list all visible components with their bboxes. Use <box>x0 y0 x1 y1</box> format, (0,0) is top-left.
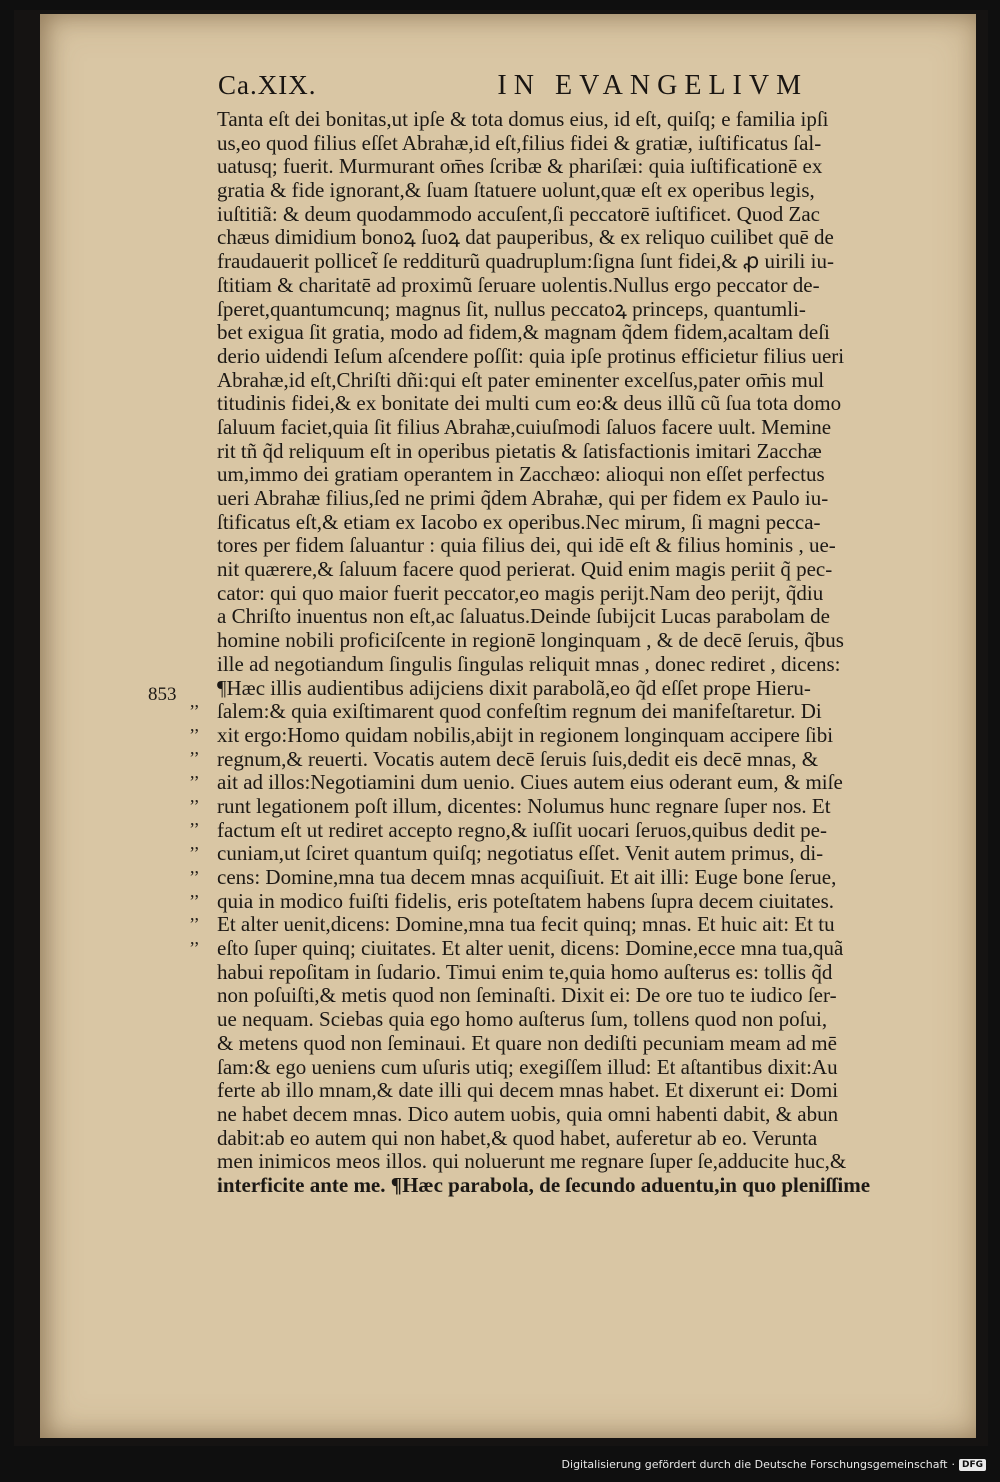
text-line: cator: qui quo maior fuerit peccator,eo magis perijt.Nam deo perijt, q̃diu <box>217 581 824 605</box>
text-line: ferte ab illo mnam,& date illi qui decem mnas habet. Et dixerunt ei: Domi <box>217 1079 839 1103</box>
text-line: Abrahæ,id eſt,Chriſti dñi:qui eſt pater eminenter excelſus,pater om̄is mul <box>217 368 825 392</box>
text-line: ue nequam. Sciebas quia ego homo auſterus ſum, tollens quod non poſui, <box>217 1008 828 1032</box>
quote-marks-column <box>190 690 214 951</box>
text-line: interficite ante me. ¶Hæc parabola, de ſecundo aduentu,in quo pleniſſime <box>217 1173 871 1197</box>
text-line: xit ergo:Homo quidam nobilis,abijt in regionem longinquam accipere ſibi <box>217 723 834 747</box>
text-line: homine nobili proficiſcente in regionē longinquam , & de decē ſeruis, q̃bus <box>217 629 844 653</box>
text-line: ſtificatus eſt,& etiam ex Iacobo ex operibus.Nec mirum, ſi magni pecca- <box>217 510 821 534</box>
chapter-heading: Ca.XIX. <box>218 70 317 100</box>
text-line: ſaluum faciet,quia ſit filius Abrahæ,cuiuſmodi ſaluos facere uult. Memine <box>217 415 832 439</box>
text-block <box>217 108 957 1198</box>
quote-mark: ,, <box>190 691 199 711</box>
digitization-footer: Digitalisierung gefördert durch die Deutsche Forschungsgemeinschaft · DFG <box>562 1458 986 1471</box>
quote-mark: ,, <box>190 738 199 759</box>
footer-credit: Digitalisierung gefördert durch die Deutsche Forschungsgemeinschaft <box>561 1458 948 1471</box>
quote-mark: ,, <box>190 762 199 783</box>
text-line: a Chriſto inuentus non eſt,ac ſaluatus.Deinde ſubijcit Lucas parabolam de <box>217 605 830 629</box>
text-line: cuniam,ut ſciret quantum quiſq; negotiatus eſſet. Venit autem primus, di- <box>217 842 824 866</box>
text-line: runt legationem poſt illum, dicentes: Nolumus hunc regnare ſuper nos. Et <box>217 794 831 818</box>
text-line: bet exigua ſit gratia, modo ad fidem,& magnam q̃dem fidem,acaltam deſi <box>217 321 830 345</box>
text-line: rit tñ q̃d reliquum eſt in operibus pietatis & ſatisfactionis imitari Zacchæ <box>217 439 822 463</box>
margin-page-number: 853 <box>148 684 177 705</box>
text-line: uatusq; fuerit. Murmurant om̄es ſcribæ & phariſæi: quia iuſtificationē ex <box>217 155 823 179</box>
quote-mark: ,, <box>190 833 199 854</box>
text-line: & metens quod non ſeminaui. Et quare non dediſti pecuniam meam ad mē <box>217 1031 837 1055</box>
text-line: dabit:ab eo autem qui non habet,& quod habet, auferetur ab eo. Verunta <box>217 1126 818 1150</box>
text-line: eſto ſuper quinq; ciuitates. Et alter uenit, dicens: Domine,ecce mna tua,quã <box>217 937 844 961</box>
running-head <box>218 70 808 106</box>
quote-mark: ,, <box>190 927 199 948</box>
text-line: ueri Abrahæ filius,ſed ne primi q̃dem Abrahæ, qui per fidem ex Paulo iu- <box>217 487 829 510</box>
text-line: ¶Hæc illis audientibus adijciens dixit parabolã,eo q̃d eſſet prope Hieru- <box>217 676 811 700</box>
text-line: non poſuiſti,& metis quod non ſeminaſti. Dixit ei: De ore tuo te iudico ſer- <box>217 984 837 1008</box>
text-line: Tanta eſt dei bonitas,ut ipſe & tota domus eius, id eſt, quiſq; e familia ipſi <box>217 108 829 131</box>
text-line: derio uidendi Ieſum aſcendere poſſit: quia ipſe protinus efficietur filius ueri <box>217 344 845 368</box>
text-line: tores per fidem ſaluantur : quia filius dei, qui idē eſt & filius hominis , ue- <box>217 534 836 558</box>
text-line: ſam:& ego ueniens cum uſuris utiq; exegiſſem illud: Et aſtantibus dixit:Au <box>217 1055 838 1079</box>
text-line: chæus dimidium bonoꝝ ſuoꝝ dat pauperibus, & ex reliquo cuilibet quē de <box>217 226 834 250</box>
dfg-logo-icon: DFG <box>959 1459 986 1471</box>
text-line: nit quærere,& ſaluum facere quod perierat. Quid enim magis periit q̃ pec- <box>217 558 833 582</box>
text-line: ait ad illos:Negotiamini dum uenio. Ciues autem eius oderant eum, & miſe <box>217 771 843 795</box>
text-line: ſalem:& quia exiſtimarent quod confeſtim regnum dei manifeſtaretur. Di <box>217 700 822 724</box>
quote-mark: ,, <box>190 880 199 901</box>
text-line: ſperet,quantumcunq; magnus ſit, nullus peccatoꝝ princeps, quantumli- <box>217 297 806 321</box>
text-line: Et alter uenit,dicens: Domine,mna tua fecit quinq; mnas. Et huic ait: Et tu <box>217 913 835 937</box>
text-line: iuſtitiã: & deum quodammodo accuſent,ſi peccatorē iuſtificet. Quod Zac <box>217 202 820 226</box>
text-line: factum eſt ut rediret accepto regno,& iuſſit uocari ſeruos,quibus dedit pe- <box>217 818 827 842</box>
text-line: ne habet decem mnas. Dico autem uobis, quia omni habenti dabit, & abun <box>217 1102 839 1126</box>
text-line: regnum,& reuerti. Vocatis autem decē ſeruis ſuis,dedit eis decē mnas, & <box>217 747 819 771</box>
quote-mark: ,, <box>190 904 199 925</box>
quote-mark: ,, <box>190 714 199 735</box>
book-title: IN EVANGELIVM <box>497 70 808 101</box>
quote-mark: ,, <box>190 809 199 830</box>
text-line: quia in modico fuiſti fidelis, eris poteſtatem habens ſupra decem ciuitates. <box>217 889 834 913</box>
text-line: cens: Domine,mna tua decem mnas acquiſiuit. Et ait illi: Euge bone ſerue, <box>217 866 837 889</box>
text-line: habui repoſitam in ſudario. Timui enim te,quia homo auſterus es: tollis q̃d <box>217 960 833 984</box>
text-line: titudinis fidei,& ex bonitate dei multi cum eo:& deus illũ cũ ſua tota domo <box>217 392 842 416</box>
text-line: ille ad negotiandum ſingulis ſingulas reliquit mnas , donec rediret , dicens: <box>217 652 841 676</box>
text-line: gratia & fide ignorant,& ſuam ſtatuere uolunt,quæ eſt ex operibus legis, <box>217 179 815 203</box>
text-line: men inimicos meos illos. qui noluerunt me regnare ſuper ſe,adducite huc,& <box>217 1150 847 1174</box>
quote-mark: ,, <box>190 856 199 877</box>
text-line: us,eo quod filius eſſet Abrahæ,id eſt,filius fidei & gratiæ, iuſtificatus ſal- <box>217 131 822 155</box>
text-line: fraudauerit pollicet̃ ſe redditurũ quadruplum:ſigna ſunt fidei,& ꝓ uirili iu- <box>217 250 834 274</box>
text-line: ſtitiam & charitatē ad proximũ ſeruare uolentis.Nullus ergo peccator de- <box>217 273 820 297</box>
quote-mark: ,, <box>190 785 199 806</box>
text-line: um,immo dei gratiam operantem in Zacchæo: alioqui non eſſet perfectus <box>217 463 825 487</box>
